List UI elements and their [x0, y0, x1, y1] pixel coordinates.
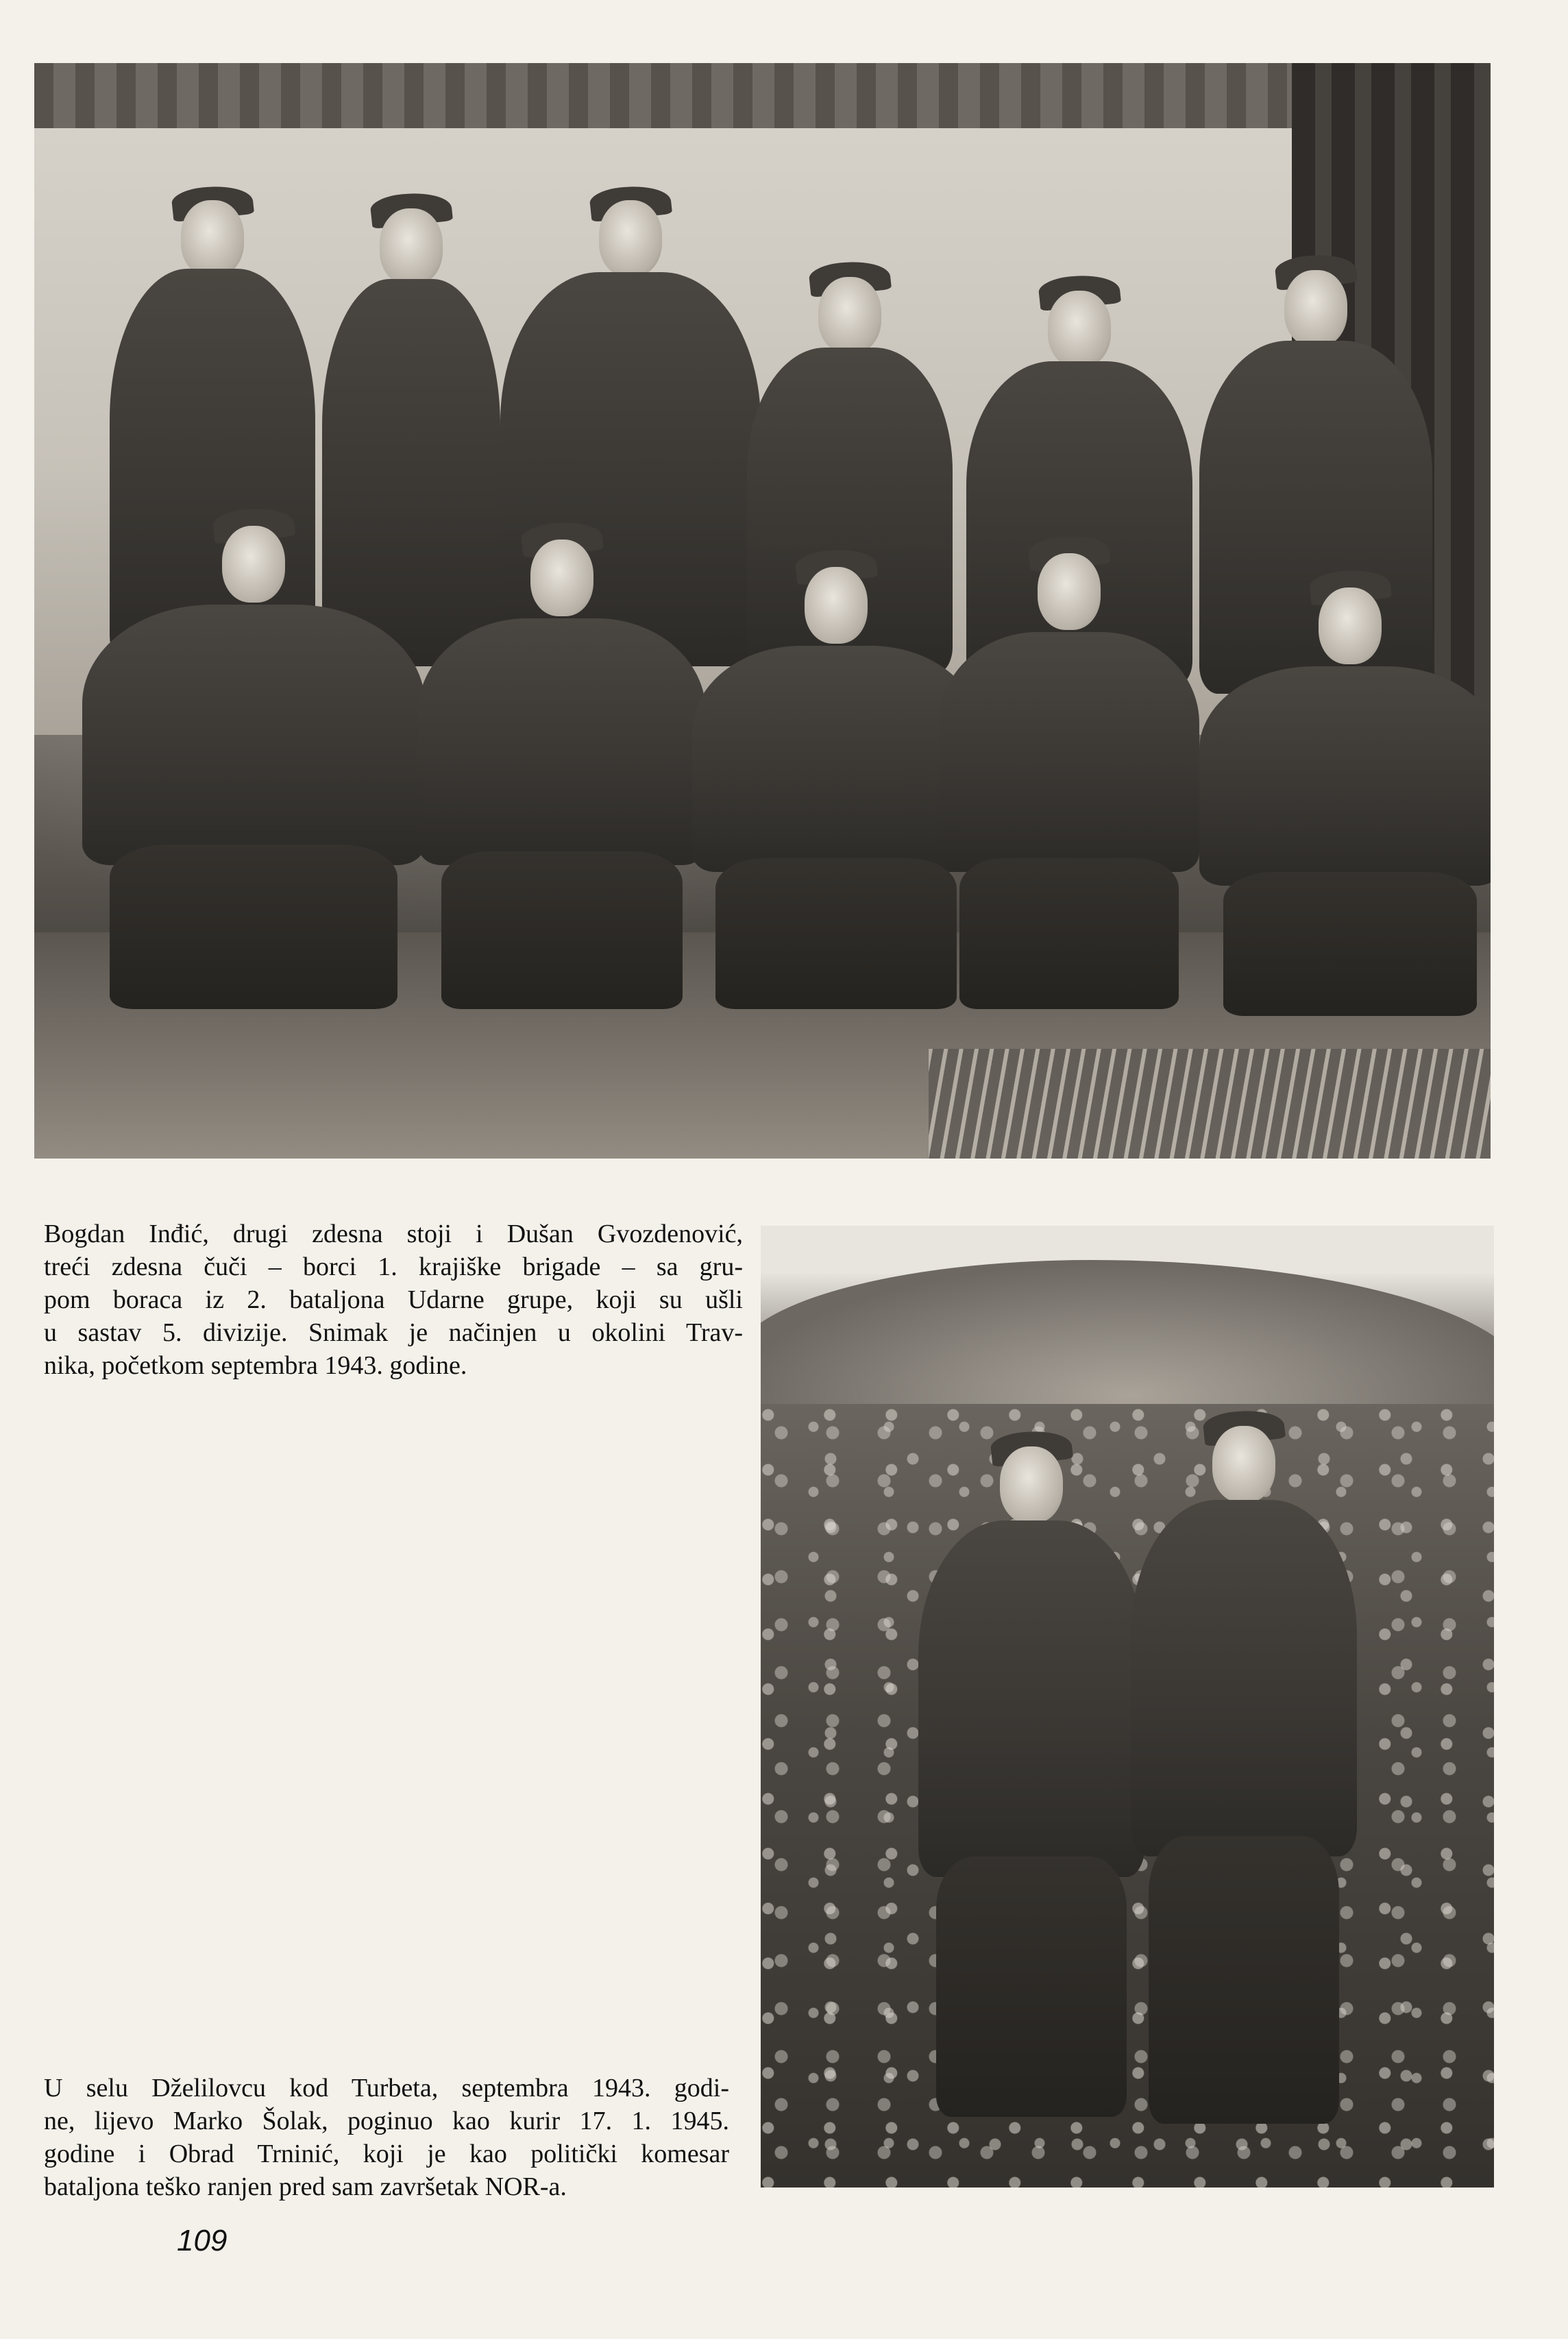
caption-line: U selu Dželilovcu kod Turbeta, septembra 1943. godi- [44, 2074, 729, 2102]
kneeling-soldier-1 [82, 488, 425, 1009]
caption-line: nika, početkom septembra 1943. godine. [44, 1351, 467, 1380]
page-number: 109 [177, 2224, 228, 2257]
caption-line: Bogdan Inđić, drugi zdesna stoji i Dušan Gvozdenović, [44, 1220, 743, 1248]
kneeling-soldier-5 [1199, 550, 1491, 1016]
caption-line: treći zdesna čuči – borci 1. krajiške brigade – sa gru- [44, 1252, 743, 1281]
caption-line: bataljona teško ranjen pred sam završetak NOR-a. [44, 2172, 567, 2201]
kneeling-soldier-4 [939, 516, 1199, 1009]
partisan-right-obrad-trninic [1131, 1411, 1357, 2124]
caption-line: ne, lijevo Marko Šolak, poginuo kao kurir 17. 1. 1945. [44, 2107, 729, 2135]
photo-fence [929, 1049, 1491, 1159]
caption-line: godine i Obrad Trninić, koji je kao politički komesar [44, 2140, 729, 2168]
photo-roof [34, 63, 1491, 128]
caption-line: pom boraca iz 2. bataljona Udarne grupe, koji su ušli [44, 1285, 743, 1314]
bottom-photo-caption [44, 2072, 729, 2203]
caption-line: u sastav 5. divizije. Snimak je načinjen u okolini Trav- [44, 1318, 743, 1347]
group-photo-partisans [34, 63, 1491, 1159]
kneeling-soldier-2 [418, 502, 706, 1009]
two-partisans-photo [761, 1226, 1494, 2187]
kneeling-soldier-3 [692, 529, 980, 1009]
top-photo-caption [44, 1217, 743, 1382]
partisan-left-marko-solak [918, 1431, 1144, 2117]
